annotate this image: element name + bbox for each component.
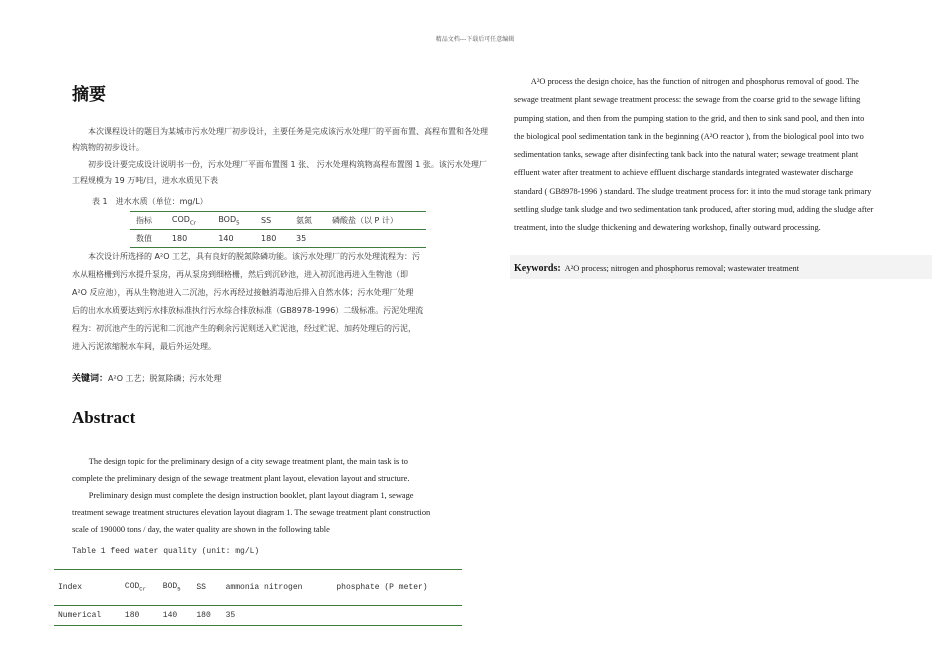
cn-feed-water-table <box>130 211 426 248</box>
table-header-cell: $COD_{Cr}$ <box>124 582 146 593</box>
table-header-cell: phosphate (P meter) <box>336 583 428 592</box>
en-table-caption: Table 1 feed water quality (unit: mg/L) <box>72 547 260 556</box>
table-cell: 140 <box>162 611 178 620</box>
cn-paragraph-3 <box>72 248 492 356</box>
table-header-cell: 磷酸盐（以 P 计） <box>331 216 398 225</box>
cn-table-caption: 表 1 进水水质（单位：mg/L） <box>92 197 208 206</box>
text-line: Preliminary design must complete the design instruction booklet, plant layout diagram 1, sewage <box>88 491 414 500</box>
table-header-cell: Index <box>58 583 83 592</box>
en-keywords-text: A²O process; nitrogen and phosphorus removal; wastewater treatment <box>564 264 800 273</box>
text-line: sewage treatment plant sewage treatment process: the sewage from the coarse grid to the sewage lifting <box>514 95 861 105</box>
table-cell <box>332 606 462 626</box>
table-cell: 140 <box>218 234 234 243</box>
table-header-cell: 指标 <box>136 216 152 225</box>
text-line: scale of 190000 tons / day, the water quality are shown in the following table <box>72 525 330 534</box>
text-line: settling sludge tank sludge and two sedimentation tank produced, after storing mud, adding the sludge after <box>514 205 874 215</box>
text-line: standard ( GB8978-1996 ) standard. The sludge treatment process for: it into the mud storage tank primary <box>514 186 872 196</box>
table-header-row <box>130 212 426 230</box>
text-line: pumping station, and then from the pumping station to the grid, and then to sink sand pool, and then into <box>514 113 865 123</box>
table-cell: 180 <box>196 611 211 620</box>
header-note: 精品文档---下载后可任意编辑 <box>435 36 515 43</box>
table-cell: 180 <box>171 234 188 243</box>
table-cell: 35 <box>296 234 307 243</box>
table-header-row <box>54 570 462 606</box>
table-header-cell: SS <box>261 216 272 225</box>
text-line: 本次设计所选择的 A²O 工艺，具有良好的脱氮除磷功能。该污水处理厂的污水处理流程为：污 <box>88 252 421 261</box>
table-cell <box>326 230 426 248</box>
text-line: effluent water after treatment to achieve effluent discharge standards integrated wastewater discharge <box>514 168 854 178</box>
text-line: 程为：初沉池产生的污泥和二沉池产生的剩余污泥则送入贮泥池，经过贮泥、加药处理后的污泥， <box>72 324 416 333</box>
text-line: treatment, into the sludge thickening and dewatering workshop, finally outward processing. <box>514 223 821 233</box>
en-paragraph-3 <box>514 73 932 238</box>
en-feed-water-table <box>54 569 462 626</box>
table-cell: 35 <box>225 611 236 620</box>
table-cell: 180 <box>124 611 140 620</box>
en-paragraph-2 <box>72 487 502 538</box>
cn-abstract-title: 摘要 <box>72 85 106 105</box>
cn-paragraph-1: 本次课程设计的题目为某城市污水处理厂初步设计，主要任务是完成该污水处理厂的平面布置、高程布置和各处理构筑物的初步设计。 <box>72 127 488 152</box>
cn-keywords <box>72 368 222 386</box>
text-line: 水从粗格栅到污水提升泵房，再从泵房到细格栅，然后到沉砂池，进入初沉池再进入生物池（即 <box>72 270 408 279</box>
en-keywords <box>510 255 932 279</box>
table-row-label: Numerical <box>58 611 102 620</box>
table-row <box>54 606 462 626</box>
table-cell: 180 <box>261 234 277 243</box>
cn-paragraph-2: 初步设计要完成设计说明书一份，污水处理厂平面布置图 1 张、 污水处理构筑物高程布置图 1 张。该污水处理厂工程规模为 19 万吨/日，进水水质见下表 <box>72 160 487 185</box>
cn-keywords-label: 关键词： <box>72 374 109 384</box>
en-abstract-title: Abstract <box>72 408 136 427</box>
text-line: treatment sewage treatment structures elevation layout diagram 1. The sewage treatment plant construction <box>72 508 431 517</box>
table-row-label: 数值 <box>136 234 152 243</box>
text-line: complete the preliminary design of the sewage treatment plant layout, elevation layout and structure. <box>72 474 410 483</box>
text-line: 后的出水水质要达到污水排放标准执行污水综合排放标准（GB8978-1996）二级标准。污泥处理流 <box>72 306 424 315</box>
cn-keywords-text: A²O 工艺；脱氮除磷；污水处理 <box>108 374 222 383</box>
text-line: 进入污泥浓缩脱水车间，最后外运处理。 <box>72 342 216 351</box>
en-keywords-label: Keywords: <box>514 263 561 274</box>
table-header-cell: $BOD_5$ <box>218 214 240 227</box>
table-header-cell: $BOD_5$ <box>162 582 181 593</box>
table-header-cell: SS <box>196 583 206 592</box>
table-header-cell: ammonia nitrogen <box>225 583 303 592</box>
text-line: sedimentation tanks, sewage after disinfecting tank back into the natural water; sewage treatment plant <box>514 150 859 160</box>
en-paragraph-1 <box>72 453 502 487</box>
table-header-cell: $COD_{Cr}$ <box>171 214 197 227</box>
text-line: The design topic for the preliminary design of a city sewage treatment plant, the main task is to <box>88 457 408 466</box>
text-line: the biological pool sedimentation tank in the beginning (A²O reactor ), from the biological pool into two <box>514 131 864 141</box>
text-line: A²O 反应池），再从生物池进入二沉池，污水再经过接触消毒池后排入自然水体；污水处理厂处理 <box>72 288 414 297</box>
text-line: A²O process the design choice, has the function of nitrogen and phosphorus removal of good. The <box>530 77 860 86</box>
table-header-cell: 氨氮 <box>296 216 313 225</box>
table-row <box>130 230 426 248</box>
